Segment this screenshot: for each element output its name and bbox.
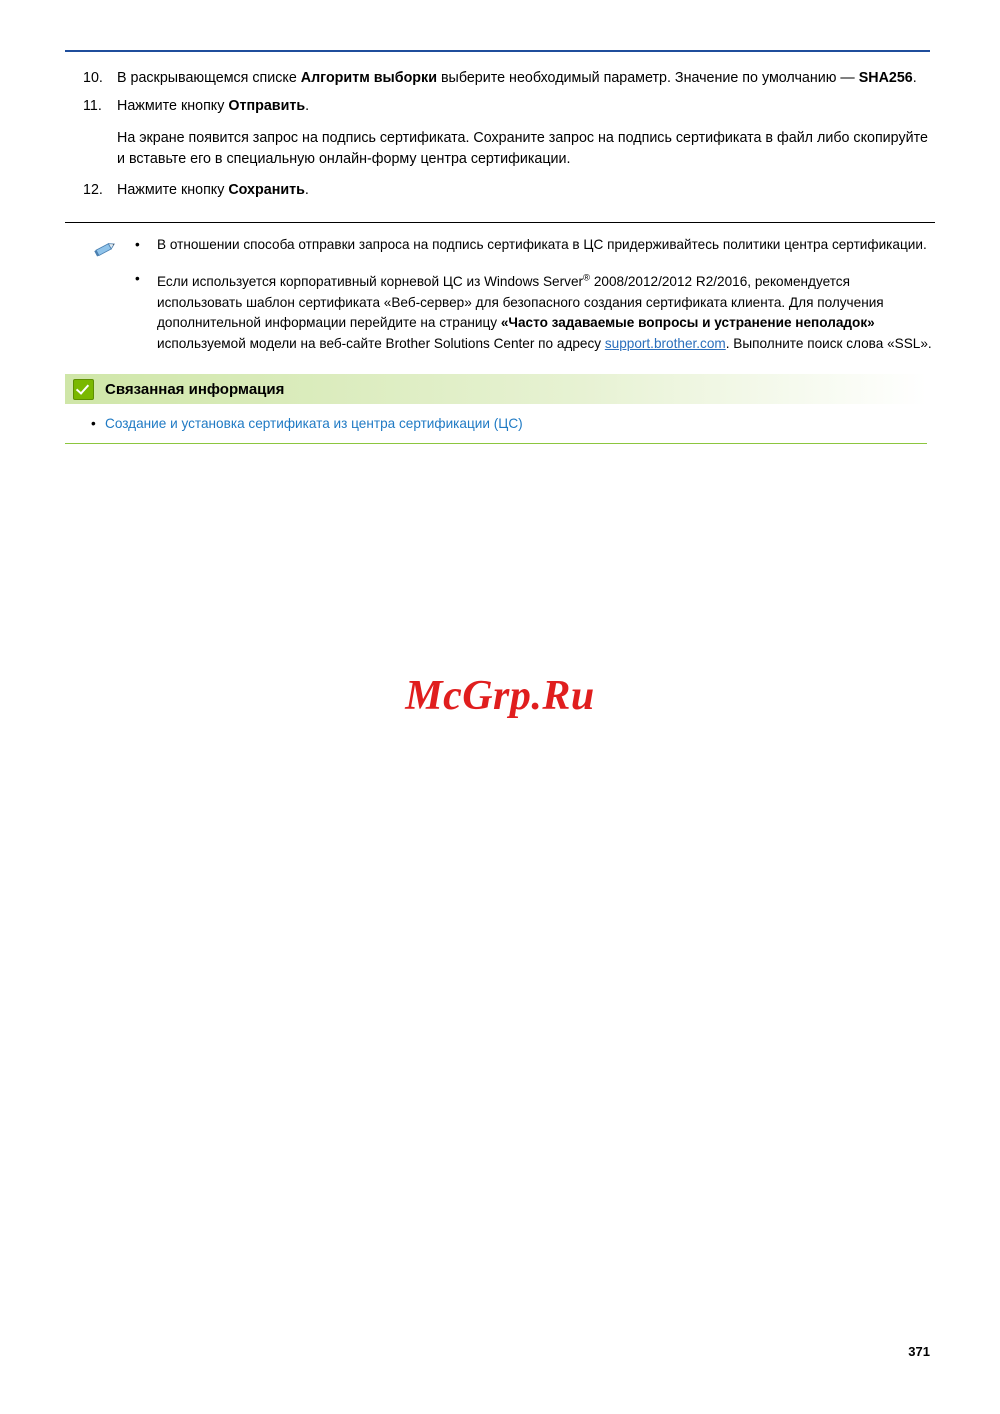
step-text: Нажмите кнопку Сохранить. bbox=[117, 182, 309, 198]
numbered-steps-list bbox=[65, 68, 935, 116]
step-text: Нажмите кнопку Отправить. bbox=[117, 98, 310, 114]
related-links-list bbox=[65, 414, 927, 433]
note-item-windows-server bbox=[117, 269, 935, 355]
related-link-create-install-certificate[interactable]: Создание и установка сертификата из центра сертификации (ЦС) bbox=[105, 416, 523, 432]
step-item-11 bbox=[65, 96, 935, 116]
step-number: 12. bbox=[83, 182, 103, 198]
step-number: 11. bbox=[83, 98, 102, 114]
check-icon bbox=[73, 379, 94, 400]
step-text: В раскрывающемся списке Алгоритм выборки выберите необходимый параметр. Значение по умолчанию — SHA256. bbox=[117, 70, 917, 86]
page-number: 371 bbox=[908, 1344, 930, 1359]
pencil-icon bbox=[92, 237, 118, 263]
bullet-marker: • bbox=[91, 416, 96, 432]
note-item-policy bbox=[117, 235, 935, 256]
related-information-title: Связанная информация bbox=[105, 380, 285, 398]
step-number: 10. bbox=[83, 70, 103, 86]
header-rule bbox=[65, 50, 930, 52]
step-11-description: На экране появится запрос на подпись сертификата. Сохраните запрос на подпись сертификата в файл либо скопируйте и вставьте его в специальную онлайн-форму центра сертификации. bbox=[117, 130, 928, 167]
related-information-section bbox=[65, 374, 927, 444]
step-item-10 bbox=[65, 68, 935, 88]
related-information-body bbox=[65, 404, 927, 444]
note-item-text: Если используется корпоративный корневой ЦС из Windows Server® 2008/2012/2012 R2/2016, рекомендуется использовать шаблон сертификата «Веб-сервер» для безопасного создания сертификата клиента. Для получения дополнительной информации перейдите на страницу «Часто задаваемые вопросы и устранение неполадок» используемой модели на веб-сайте Brother Solutions Center по адресу support.brother.com. Выполните поиск слова «SSL». bbox=[157, 272, 932, 351]
bullet-marker: • bbox=[135, 237, 140, 252]
related-information-header bbox=[65, 374, 927, 404]
watermark: McGrp.Ru bbox=[405, 673, 595, 719]
bullet-marker: • bbox=[135, 270, 140, 286]
page-content bbox=[65, 68, 935, 444]
note-bullet-list bbox=[117, 235, 935, 354]
note-item-text: В отношении способа отправки запроса на подпись сертификата в ЦС придерживайтесь политики центра сертификации. bbox=[157, 237, 927, 252]
numbered-steps-list-continued bbox=[65, 180, 935, 200]
list-item bbox=[65, 414, 927, 433]
note-callout bbox=[65, 222, 935, 354]
support-brother-link[interactable]: support.brother.com bbox=[604, 335, 726, 351]
step-item-12 bbox=[65, 180, 935, 200]
